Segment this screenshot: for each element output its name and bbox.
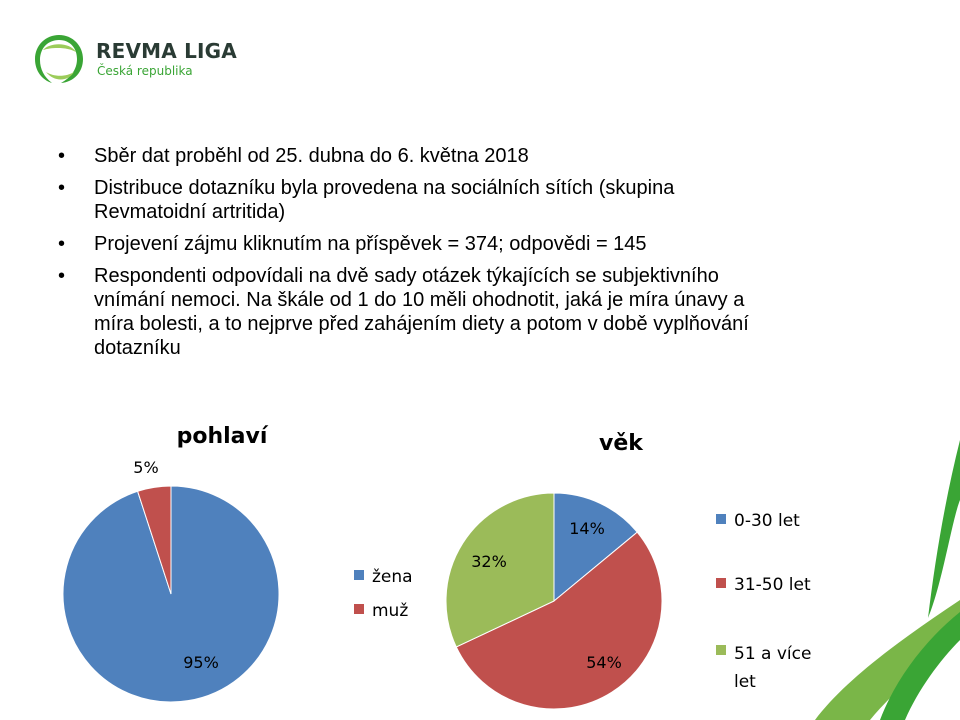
bullet-dot: • [58, 177, 66, 199]
legend-label: 31-50 let [734, 575, 811, 595]
data-label: 32% [471, 552, 507, 571]
chart-title: věk [599, 431, 643, 456]
bullet-text: Distribuce dotazníku byla provedena na sociálních sítích (skupina [94, 177, 675, 199]
bullet-text: Projevení zájmu kliknutím na příspěvek = 374; odpovědi = 145 [94, 233, 647, 255]
data-label: 5% [133, 458, 159, 477]
chart-title: pohlaví [176, 424, 268, 449]
logo-title: REVMA LIGA [96, 39, 237, 63]
legend-swatch [716, 645, 726, 655]
bullet-text: vnímání nemoci. Na škále od 1 do 10 měli ohodnotit, jaká je míra únavy a [94, 289, 745, 311]
legend-label: 51 a více [734, 644, 812, 664]
legend-label: 0-30 let [734, 511, 800, 531]
data-label: 54% [586, 653, 622, 672]
data-label: 95% [183, 653, 219, 672]
legend-swatch [716, 578, 726, 588]
legend-label: muž [372, 601, 409, 621]
bullet-text: Respondenti odpovídali na dvě sady otázek týkajících se subjektivního [94, 265, 719, 287]
legend-swatch [354, 570, 364, 580]
bullet-dot: • [58, 233, 66, 255]
bullet-text: dotazníku [94, 337, 181, 359]
logo-subtitle: Česká republika [97, 64, 193, 78]
legend-label: žena [372, 567, 413, 587]
bullet-text: Sběr dat proběhl od 25. dubna do 6. května 2018 [94, 145, 529, 167]
data-label: 14% [569, 519, 605, 538]
legend-label: let [734, 672, 756, 692]
bullet-text: Revmatoidní artritida) [94, 201, 286, 223]
bullet-dot: • [58, 265, 66, 287]
legend-swatch [716, 514, 726, 524]
legend-swatch [354, 604, 364, 614]
bullet-dot: • [58, 145, 66, 167]
bullet-text: míra bolesti, a to nejprve před zahájením diety a potom v době vyplňování [94, 313, 749, 335]
